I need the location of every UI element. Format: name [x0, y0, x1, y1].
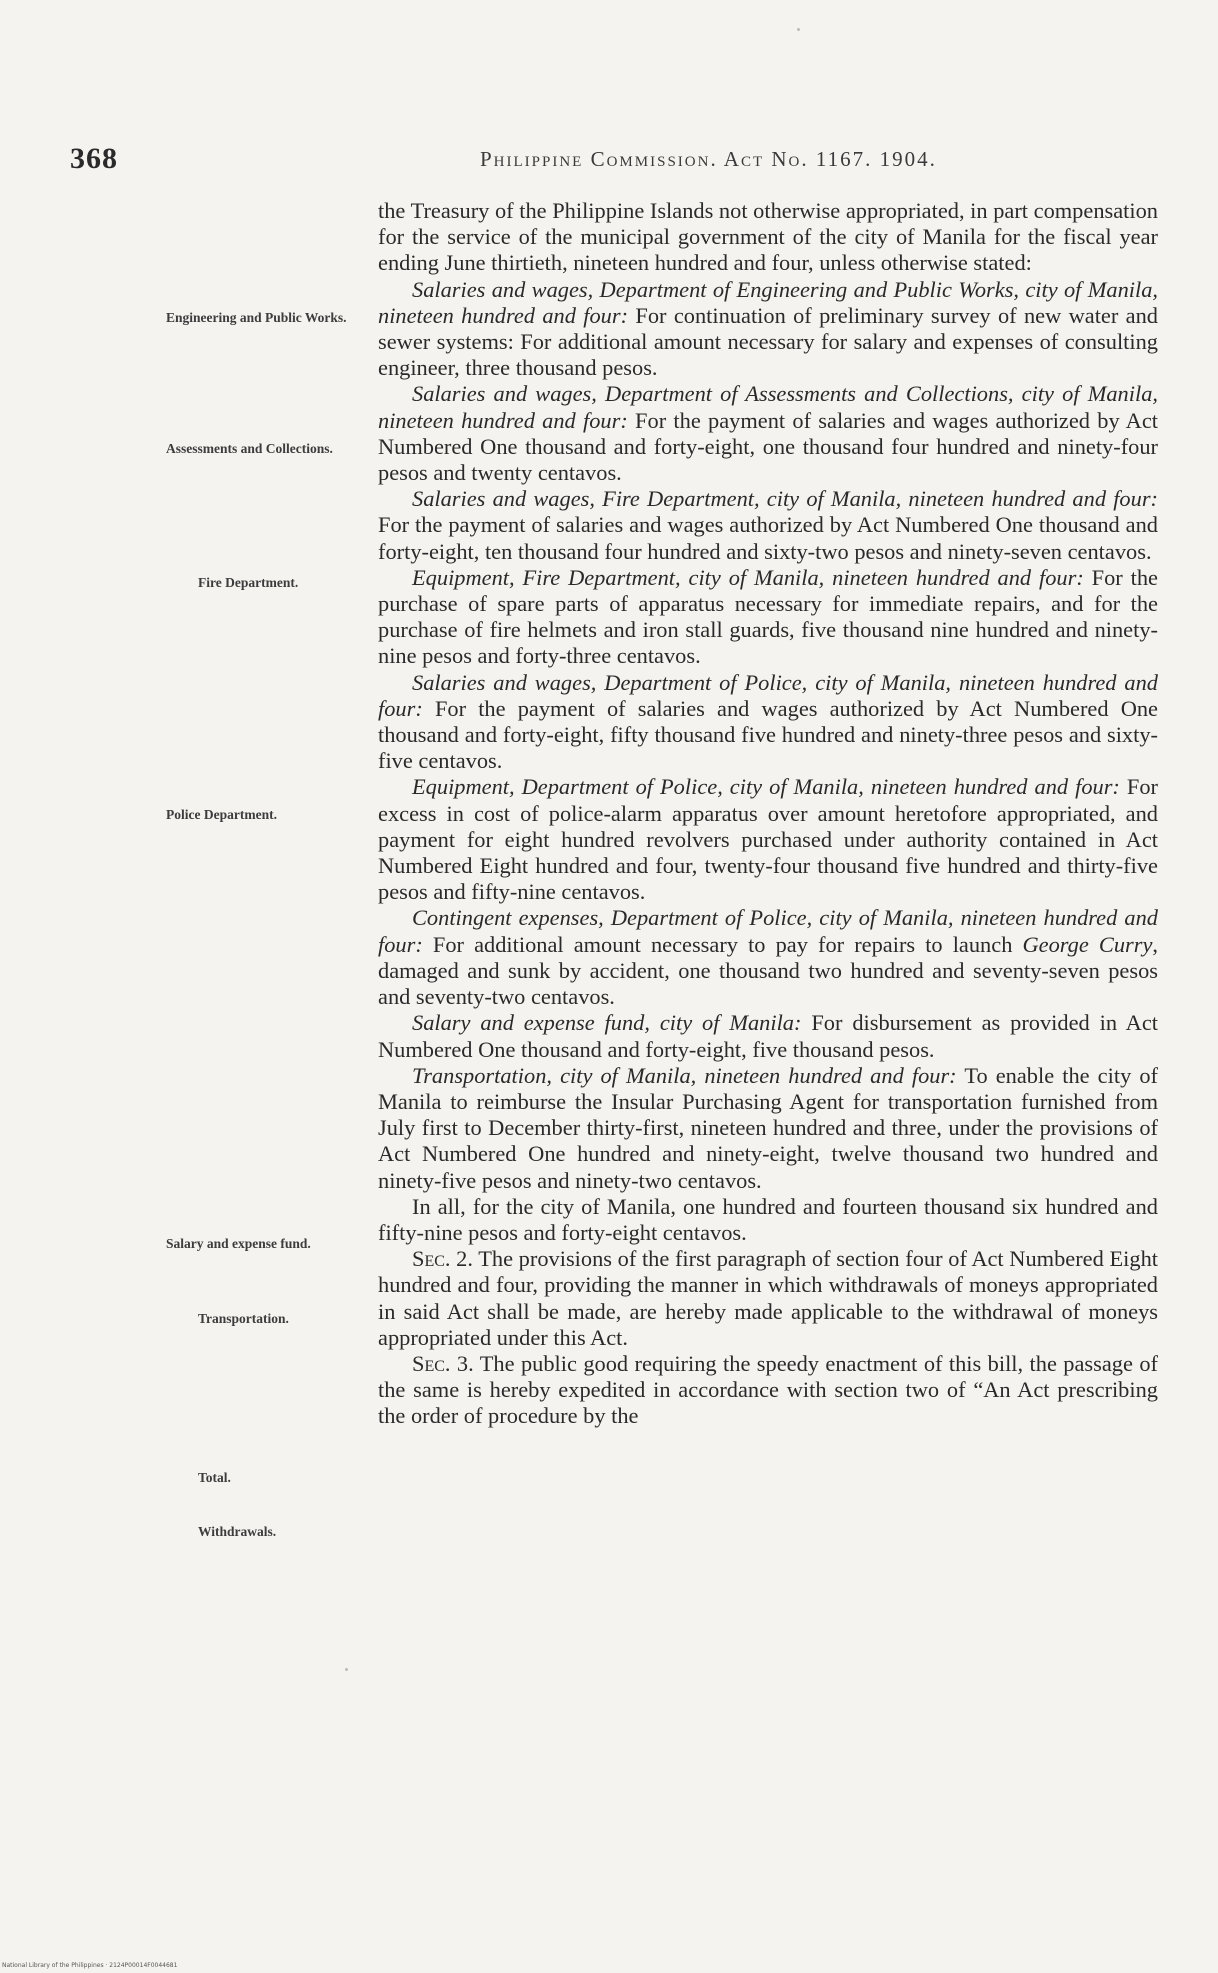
- paragraph-intro: [378, 198, 1158, 277]
- footer-credit: National Library of the Philippines · 2124P00014F0044681: [2, 1962, 178, 1969]
- margin-note-transportation: Transportation.: [198, 1311, 289, 1326]
- margin-note-fire: Fire Department.: [198, 575, 299, 590]
- margin-note-police: Police Department.: [166, 807, 277, 822]
- paragraph-assessments: [378, 381, 1158, 486]
- paragraph-text: For excess in cost of police-alarm apparatus over amount heretofore appropriated, and payment for eight hundred revolvers purchased under authority contained in Act Numbered Eight hundred and four, twenty-four thousand five hundred and thirty-five pesos and fifty-nine centavos.: [378, 774, 1159, 905]
- paragraph-text: For continuation of preliminary survey of new water and sewer systems: For additional amount necessary for salary and expenses of consulting engineer, three thousand pesos.: [378, 302, 1158, 381]
- paragraph-text: the Treasury of the Philippine Islands not otherwise appropriated, in part compensation for the service of the municipal government of the city of Manila for the fiscal year ending June thirtieth, nineteen hundred and four, unless otherwise stated:: [378, 198, 1158, 276]
- paragraph-text-after: , damaged and sunk by accident, one thousand two hundred and seventy-seven pesos and seventy-two centavos.: [378, 931, 1158, 1010]
- appropriation-heading: Salaries and wages, Fire Department, city of Manila, nineteen hundred and four:: [412, 486, 1158, 512]
- paragraph-total: [378, 1194, 1158, 1246]
- paragraph-text: For disbursement as provided in Act Numbered One thousand and forty-eight, five thousand pesos.: [378, 1010, 1159, 1062]
- appropriation-heading: Contingent expenses, Department of Police, city of Manila, nineteen hundred and four:: [378, 905, 1158, 957]
- paragraph-police-equipment: [378, 774, 1158, 905]
- running-head: Philippine Commission. Act No. 1167. 1904.: [480, 147, 937, 171]
- paragraph-text: The provisions of the first paragraph of section four of Act Numbered Eight hundred and four, providing the manner in which withdrawals of moneys appropriated in said Act shall be made, are hereby made applicable to the withdrawal of moneys appropriated under this Act.: [378, 1246, 1158, 1350]
- paragraph-text: For the purchase of spare parts of apparatus necessary for immediate repairs, and for the purchase of fire helmets and iron stall guards, five thousand nine hundred and ninety-nine pesos and forty-three centavos.: [378, 564, 1158, 669]
- appropriation-heading: Salaries and wages, Department of Police, city of Manila, nineteen hundred and four:: [378, 669, 1158, 721]
- vessel-name: George Curry: [1022, 931, 1153, 957]
- paragraph-text: To enable the city of Manila to reimburse the Insular Purchasing Agent for transportation furnished from July first to December thirty-first, nineteen hundred and three, under the provisions of Act Numbered One hundred and ninety-eight, twelve thousand two hundred and ninety-five pesos and ninety-two centavos.: [378, 1062, 1158, 1193]
- margin-note-withdrawals: Withdrawals.: [198, 1524, 277, 1539]
- paper-speck: [797, 28, 800, 31]
- appropriation-heading: Transportation, city of Manila, nineteen hundred and four:: [412, 1062, 957, 1088]
- paragraph-transportation: [378, 1063, 1158, 1194]
- paper-speck: [345, 1668, 348, 1671]
- margin-note-engineering: Engineering and Public Works.: [166, 310, 347, 325]
- page-number: 368: [70, 142, 118, 175]
- appropriation-heading: Salary and expense fund, city of Manila:: [412, 1010, 802, 1036]
- section-label: Sec. 3.: [412, 1350, 474, 1376]
- appropriation-heading: Equipment, Department of Police, city of Manila, nineteen hundred and four:: [412, 774, 1120, 800]
- paragraph-section-2: [378, 1246, 1158, 1351]
- paragraph-police-contingent: [378, 905, 1158, 1010]
- paragraph-fire-salaries: [378, 486, 1158, 565]
- appropriation-heading: Salaries and wages, Department of Engineering and Public Works, city of Manila, nineteen hundred and four:: [378, 276, 1158, 328]
- appropriation-heading: Equipment, Fire Department, city of Manila, nineteen hundred and four:: [412, 564, 1084, 590]
- body-text: [378, 198, 1158, 1430]
- paragraph-text: For the payment of salaries and wages authorized by Act Numbered One thousand and forty-eight, ten thousand four hundred and sixty-two pesos and ninety-seven centavos.: [378, 512, 1158, 564]
- paragraph-salary-fund: [378, 1010, 1158, 1062]
- paragraph-text: In all, for the city of Manila, one hundred and fourteen thousand six hundred and fifty-nine pesos and forty-eight centavos.: [378, 1193, 1158, 1245]
- section-label: Sec. 2.: [412, 1246, 473, 1272]
- paragraph-engineering: [378, 277, 1158, 382]
- paragraph-police-salaries: [378, 670, 1158, 775]
- appropriation-heading: Salaries and wages, Department of Assessments and Collections, city of Manila, nineteen hundred and four:: [378, 381, 1158, 433]
- paragraph-text: For the payment of salaries and wages authorized by Act Numbered One thousand and forty-eight, one thousand four hundred and ninety-four pesos and twenty centavos.: [378, 407, 1158, 486]
- margin-note-assessments: Assessments and Collections.: [166, 441, 333, 456]
- paragraph-text: For additional amount necessary to pay for repairs to launch: [422, 931, 1023, 957]
- paragraph-fire-equipment: [378, 565, 1158, 670]
- margin-note-total: Total.: [198, 1470, 231, 1485]
- margin-note-salary-fund: Salary and expense fund.: [166, 1236, 311, 1251]
- paragraph-text: For the payment of salaries and wages authorized by Act Numbered One thousand and forty-eight, fifty thousand five hundred and ninety-three pesos and sixty-five centavos.: [378, 695, 1158, 774]
- paragraph-text: The public good requiring the speedy enactment of this bill, the passage of the same is hereby expedited in accordance with section two of “An Act prescribing the order of procedure by the: [378, 1350, 1159, 1429]
- paragraph-section-3: [378, 1351, 1158, 1430]
